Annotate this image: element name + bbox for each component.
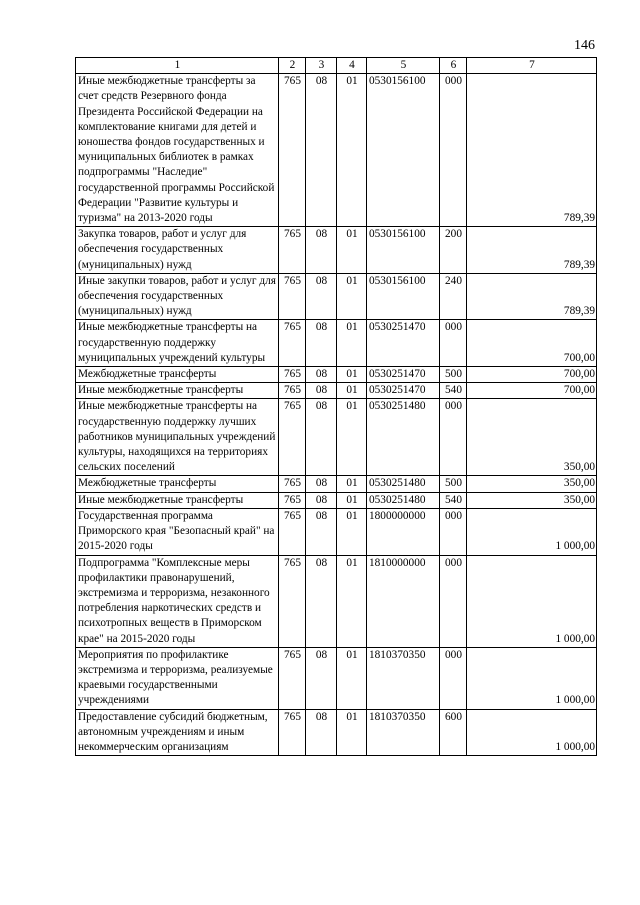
row-target-article-cell: 0530251470 bbox=[367, 383, 440, 399]
row-subsection-cell: 01 bbox=[337, 555, 367, 647]
row-name-cell: Мероприятия по профилактике экстремизма и терроризма, реализуемые краевыми государственными учреждениями bbox=[76, 647, 279, 709]
row-admin-code-cell: 765 bbox=[279, 227, 306, 274]
table-row bbox=[76, 647, 597, 709]
header-cell: 1 bbox=[76, 58, 279, 74]
row-expense-type-cell: 000 bbox=[440, 320, 467, 367]
row-amount-cell: 350,00 bbox=[467, 492, 597, 508]
row-subsection-cell: 01 bbox=[337, 709, 367, 756]
row-amount-cell: 700,00 bbox=[467, 383, 597, 399]
row-expense-type-cell: 500 bbox=[440, 367, 467, 383]
row-expense-type-cell: 500 bbox=[440, 476, 467, 492]
row-admin-code-cell: 765 bbox=[279, 476, 306, 492]
row-admin-code-cell: 765 bbox=[279, 399, 306, 476]
row-name-cell: Иные закупки товаров, работ и услуг для обеспечения государственных (муниципальных) нужд bbox=[76, 273, 279, 320]
row-subsection-cell: 01 bbox=[337, 647, 367, 709]
row-admin-code-cell: 765 bbox=[279, 492, 306, 508]
row-target-article-cell: 0530251470 bbox=[367, 320, 440, 367]
header-cell: 7 bbox=[467, 58, 597, 74]
row-target-article-cell: 0530156100 bbox=[367, 74, 440, 227]
row-section-cell: 08 bbox=[306, 367, 337, 383]
header-cell: 4 bbox=[337, 58, 367, 74]
row-admin-code-cell: 765 bbox=[279, 555, 306, 647]
row-expense-type-cell: 600 bbox=[440, 709, 467, 756]
table-row bbox=[76, 555, 597, 647]
row-name-cell: Иные межбюджетные трансферты bbox=[76, 492, 279, 508]
row-name-cell: Закупка товаров, работ и услуг для обеспечения государственных (муниципальных) нужд bbox=[76, 227, 279, 274]
row-section-cell: 08 bbox=[306, 399, 337, 476]
table-body bbox=[76, 58, 597, 756]
row-section-cell: 08 bbox=[306, 492, 337, 508]
row-subsection-cell: 01 bbox=[337, 227, 367, 274]
row-target-article-cell: 1800000000 bbox=[367, 508, 440, 555]
row-target-article-cell: 1810370350 bbox=[367, 647, 440, 709]
row-amount-cell: 700,00 bbox=[467, 320, 597, 367]
row-admin-code-cell: 765 bbox=[279, 508, 306, 555]
row-section-cell: 08 bbox=[306, 273, 337, 320]
row-expense-type-cell: 000 bbox=[440, 74, 467, 227]
row-section-cell: 08 bbox=[306, 555, 337, 647]
row-name-cell: Межбюджетные трансферты bbox=[76, 367, 279, 383]
row-amount-cell: 1 000,00 bbox=[467, 508, 597, 555]
row-target-article-cell: 1810000000 bbox=[367, 555, 440, 647]
table-row bbox=[76, 74, 597, 227]
row-admin-code-cell: 765 bbox=[279, 367, 306, 383]
row-amount-cell: 350,00 bbox=[467, 476, 597, 492]
row-amount-cell: 789,39 bbox=[467, 227, 597, 274]
row-amount-cell: 1 000,00 bbox=[467, 709, 597, 756]
row-expense-type-cell: 200 bbox=[440, 227, 467, 274]
row-admin-code-cell: 765 bbox=[279, 320, 306, 367]
row-amount-cell: 789,39 bbox=[467, 273, 597, 320]
row-section-cell: 08 bbox=[306, 320, 337, 367]
row-subsection-cell: 01 bbox=[337, 383, 367, 399]
row-section-cell: 08 bbox=[306, 709, 337, 756]
row-section-cell: 08 bbox=[306, 74, 337, 227]
table-row bbox=[76, 227, 597, 274]
row-name-cell: Иные межбюджетные трансферты за счет средств Резервного фонда Президента Российской Федерации на комплектование книгами для детей и юношества фондов государственных и муниципальных библиотек в рамках подпрограммы "Наследие" государственной программы Российской Федерации "Развитие культуры и туризма" на 2013-2020 годы bbox=[76, 74, 279, 227]
row-amount-cell: 700,00 bbox=[467, 367, 597, 383]
row-expense-type-cell: 000 bbox=[440, 508, 467, 555]
table-row bbox=[76, 273, 597, 320]
row-target-article-cell: 0530156100 bbox=[367, 273, 440, 320]
row-target-article-cell: 1810370350 bbox=[367, 709, 440, 756]
row-admin-code-cell: 765 bbox=[279, 273, 306, 320]
budget-table bbox=[75, 57, 597, 756]
row-subsection-cell: 01 bbox=[337, 320, 367, 367]
row-expense-type-cell: 000 bbox=[440, 399, 467, 476]
header-cell: 2 bbox=[279, 58, 306, 74]
row-expense-type-cell: 540 bbox=[440, 492, 467, 508]
row-subsection-cell: 01 bbox=[337, 74, 367, 227]
row-subsection-cell: 01 bbox=[337, 476, 367, 492]
row-amount-cell: 1 000,00 bbox=[467, 555, 597, 647]
row-name-cell: Иные межбюджетные трансферты bbox=[76, 383, 279, 399]
header-cell: 6 bbox=[440, 58, 467, 74]
table-row bbox=[76, 709, 597, 756]
row-amount-cell: 1 000,00 bbox=[467, 647, 597, 709]
row-amount-cell: 789,39 bbox=[467, 74, 597, 227]
row-subsection-cell: 01 bbox=[337, 399, 367, 476]
table-row bbox=[76, 367, 597, 383]
table-row bbox=[76, 383, 597, 399]
row-expense-type-cell: 240 bbox=[440, 273, 467, 320]
row-admin-code-cell: 765 bbox=[279, 709, 306, 756]
row-name-cell: Подпрограмма "Комплексные меры профилактики правонарушений, экстремизма и терроризма, незаконного потребления наркотических средств и психотропных веществ в Приморском крае" на 2015-2020 годы bbox=[76, 555, 279, 647]
row-section-cell: 08 bbox=[306, 227, 337, 274]
row-target-article-cell: 0530251480 bbox=[367, 476, 440, 492]
row-expense-type-cell: 000 bbox=[440, 555, 467, 647]
row-target-article-cell: 0530156100 bbox=[367, 227, 440, 274]
table-row bbox=[76, 476, 597, 492]
row-target-article-cell: 0530251470 bbox=[367, 367, 440, 383]
page-number: 146 bbox=[574, 38, 595, 53]
row-expense-type-cell: 000 bbox=[440, 647, 467, 709]
row-target-article-cell: 0530251480 bbox=[367, 492, 440, 508]
row-target-article-cell: 0530251480 bbox=[367, 399, 440, 476]
row-admin-code-cell: 765 bbox=[279, 383, 306, 399]
row-name-cell: Предоставление субсидий бюджетным, автономным учреждениям и иным некоммерческим организациям bbox=[76, 709, 279, 756]
row-admin-code-cell: 765 bbox=[279, 74, 306, 227]
row-name-cell: Государственная программа Приморского края "Безопасный край" на 2015-2020 годы bbox=[76, 508, 279, 555]
row-section-cell: 08 bbox=[306, 476, 337, 492]
row-section-cell: 08 bbox=[306, 647, 337, 709]
row-name-cell: Иные межбюджетные трансферты на государственную поддержку муниципальных учреждений культуры bbox=[76, 320, 279, 367]
row-subsection-cell: 01 bbox=[337, 492, 367, 508]
header-cell: 5 bbox=[367, 58, 440, 74]
table-row bbox=[76, 399, 597, 476]
table-row bbox=[76, 492, 597, 508]
row-amount-cell: 350,00 bbox=[467, 399, 597, 476]
row-subsection-cell: 01 bbox=[337, 367, 367, 383]
row-name-cell: Межбюджетные трансферты bbox=[76, 476, 279, 492]
row-subsection-cell: 01 bbox=[337, 273, 367, 320]
row-section-cell: 08 bbox=[306, 383, 337, 399]
row-expense-type-cell: 540 bbox=[440, 383, 467, 399]
row-subsection-cell: 01 bbox=[337, 508, 367, 555]
header-cell: 3 bbox=[306, 58, 337, 74]
row-admin-code-cell: 765 bbox=[279, 647, 306, 709]
table-row bbox=[76, 320, 597, 367]
row-name-cell: Иные межбюджетные трансферты на государственную поддержку лучших работников муниципальных учреждений культуры, находящихся на территориях сельских поселений bbox=[76, 399, 279, 476]
header-row bbox=[76, 58, 597, 74]
row-section-cell: 08 bbox=[306, 508, 337, 555]
table-row bbox=[76, 508, 597, 555]
